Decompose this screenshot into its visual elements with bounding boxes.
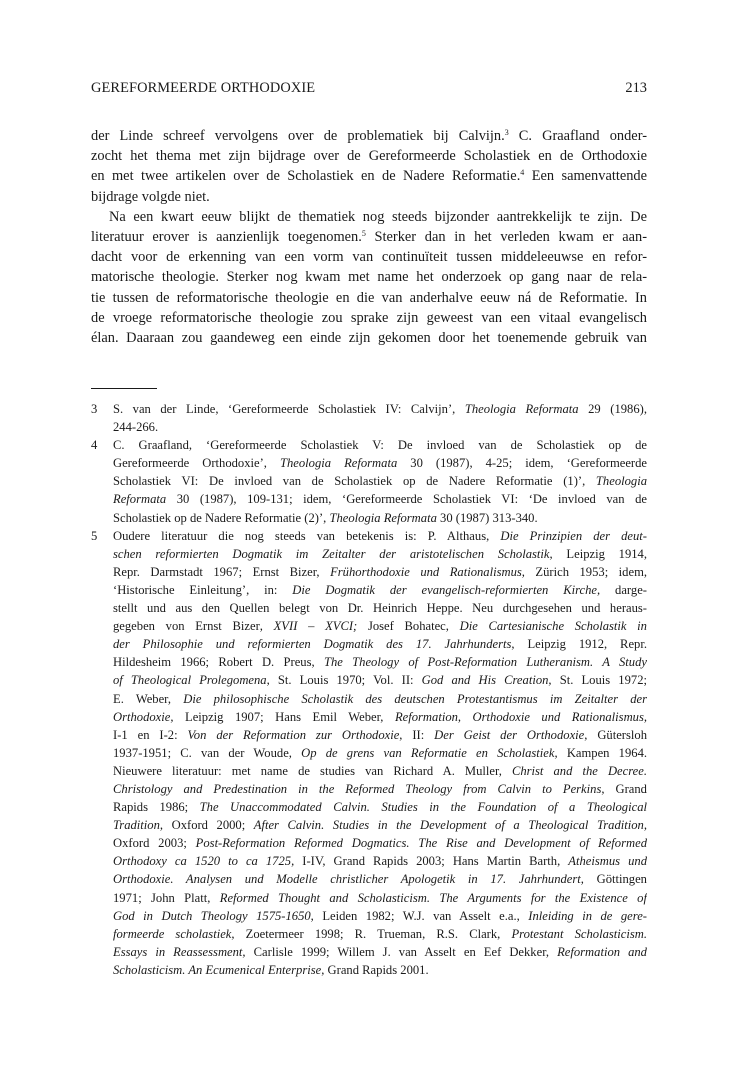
text-line: literatuur erover is aanzienlijk toegenomen.$^5$ Sterker dan in het verleden kwam er aan-	[91, 229, 647, 246]
footnote-line: Reformata 30 (1987), 109-131; idem, ‘Gereformeerde Scholastiek VI: ‘De invloed van de	[113, 492, 647, 507]
running-head-title: GEREFORMEERDE ORTHODOXIE	[91, 80, 316, 96]
footnote-number: 5	[91, 528, 98, 543]
footnote-ref-4[interactable]: 4	[520, 168, 525, 178]
footnote-line: Orthodoxy ca 1520 to ca 1725, I-IV, Grand Rapids 2003; Hans Martin Barth, Atheismus und	[113, 854, 647, 869]
footnote-number: 3	[91, 402, 98, 416]
text-line: élan. Daaraan zou gaandeweg een einde zijn gekomen door het toenemende gebruik van	[91, 330, 647, 347]
footnote-line: of Theological Prolegomena, St. Louis 1970; Vol. II: God and His Creation, St. Louis 1972;	[113, 673, 647, 688]
footnote-line: 244-266.	[113, 420, 159, 435]
footnote-3	[91, 400, 647, 436]
text-line: zocht het thema met zijn bijdrage over de Gereformeerde Scholastiek en de Orthodoxie	[91, 148, 647, 165]
page-number: 213	[625, 80, 647, 96]
text-line: bijdrage volgde niet.	[91, 188, 210, 205]
footnote-line: ‘Historische Einleitung’, in: Die Dogmatik der evangelisch-reformierten Kirche, darge-	[113, 582, 647, 597]
footnote-line: Scholastiek op de Nadere Reformatie (2)’, Theologia Reformata 30 (1987) 313-340.	[113, 510, 538, 525]
footnote-line: Tradition, Oxford 2000; After Calvin. Studies in the Development of a Theological Tradition,	[113, 818, 647, 833]
footnote-line: C. Graafland, ‘Gereformeerde Scholastiek V: De invloed van de Scholastiek op de	[113, 438, 647, 453]
footnote-line: God in Dutch Theology 1575-1650, Leiden 1982; W.J. van Asselt e.a., Inleiding in de gere-	[113, 908, 647, 923]
paragraph	[91, 207, 647, 348]
footnote-line: formeerde scholastiek, Zoetermeer 1998; R. Trueman, R.S. Clark, Protestant Scholasticism.	[113, 926, 647, 941]
text-line: tie tussen de reformatorische theologie en die van anderhalve eeuw ná de Reformatie. In	[91, 289, 647, 306]
footnote-line: I-1 en I-2: Von der Reformation zur Orthodoxie, II: Der Geist der Orthodoxie, Gütersloh	[113, 727, 647, 742]
footnote-line: Orthodoxie. Analysen und Modelle christlicher Apologetik in 17. Jahrhundert, Göttingen	[113, 872, 647, 887]
footnote-line: Gereformeerde Orthodoxie’, Theologia Reformata 30 (1987), 4-25; idem, ‘Gereformeerde	[113, 456, 647, 471]
footnote-line: Orthodoxie, Leipzig 1907; Hans Emil Weber, Reformation, Orthodoxie und Rationalismus,	[113, 709, 647, 724]
footnote-ref-5[interactable]: 5	[361, 229, 366, 239]
text-line: matorische theologie. Sterker nog kwam met name het onderzoek op gang naar de rela-	[91, 269, 647, 286]
footnote-line: schen reformierten Dogmatik im Zeitalter der aristotelischen Scholastik, Leipzig 1914,	[113, 546, 647, 561]
footnote-line: Christology and Predestination in the Reformed Theology from Calvin to Perkins, Grand	[113, 781, 647, 796]
text-line: dacht voor de erkenning van een vorm van continuïteit tussen middeleeuwse en refor-	[91, 249, 647, 266]
footnote-line: stellt und aus den Quellen belegt von Dr. Heinrich Heppe. Neu durchgesehen und heraus-	[113, 601, 647, 616]
footnote-line: Scholasticism. An Ecumenical Enterprise, Grand Rapids 2001.	[113, 962, 429, 977]
footnote-line: S. van der Linde, ‘Gereformeerde Scholastiek IV: Calvijn’, Theologia Reformata 29 (1986),	[113, 402, 647, 416]
text-line: de vroege reformatorische theologie zou sprake zijn geweest van een vitaal evangelisch	[91, 309, 647, 326]
body-text	[91, 126, 647, 348]
footnote-line: Hildesheim 1966; Robert D. Preus, The Theology of Post-Reformation Lutheranism. A Study	[113, 655, 647, 670]
footnote-line: der Philosophie und reformierten Dogmatik des 17. Jahrhunderts, Leipzig 1912, Repr.	[113, 637, 647, 652]
footnote-5	[91, 527, 647, 979]
footnotes	[91, 400, 647, 979]
footnote-separator	[91, 388, 157, 389]
footnote-line: Nieuwere literatuur: met name de studies van Richard A. Muller, Christ and the Decree.	[113, 763, 647, 778]
footnote-line: Repr. Darmstadt 1967; Ernst Bizer, Frühorthodoxie und Rationalismus, Zürich 1953; idem,	[113, 564, 647, 579]
footnote-line: Rapids 1986; The Unaccommodated Calvin. Studies in the Foundation of a Theological	[113, 800, 647, 815]
footnote-4	[91, 436, 647, 526]
footnote-number: 4	[91, 438, 98, 453]
footnote-line: Scholastiek VI: De invloed van de Scholastiek op de Nadere Reformatie (1)’, Theologia	[113, 474, 647, 489]
footnote-line: 1971; John Platt, Reformed Thought and Scholasticism. The Arguments for the Existence of	[113, 890, 647, 905]
footnote-line: E. Weber, Die philosophische Scholastik des deutschen Protestantismus im Zeitalter der	[113, 691, 647, 706]
footnote-line: Essays in Reassessment, Carlisle 1999; Willem J. van Asselt en Eef Dekker, Reformation and	[113, 944, 647, 959]
footnote-line: 1937-1951; C. van der Woude, Op de grens van Reformatie en Scholastiek, Kampen 1964.	[113, 745, 647, 760]
footnote-line: Oudere literatuur die nog steeds van betekenis is: P. Althaus, Die Prinzipien der deut-	[113, 528, 647, 543]
footnote-line: gegeben von Ernst Bizer, XVII – XVCI; Josef Bohatec, Die Cartesianische Scholastik in	[113, 619, 647, 634]
paragraph	[91, 126, 647, 207]
footnote-ref-3[interactable]: 3	[504, 128, 509, 137]
text-line: der Linde schreef vervolgens over de problematiek bij Calvijn.$^3$ C. Graafland onder-	[91, 128, 647, 144]
footnote-line: Oxford 2003; Post-Reformation Reformed Dogmatics. The Rise and Development of Reformed	[113, 836, 647, 851]
text-line: en met twee artikelen over de Scholastiek en de Nadere Reformatie.$^4$ Een samenvattende	[91, 168, 647, 185]
text-line: Na een kwart eeuw blijkt de thematiek nog steeds bijzonder aantrekkelijk te zijn. De	[109, 208, 647, 225]
